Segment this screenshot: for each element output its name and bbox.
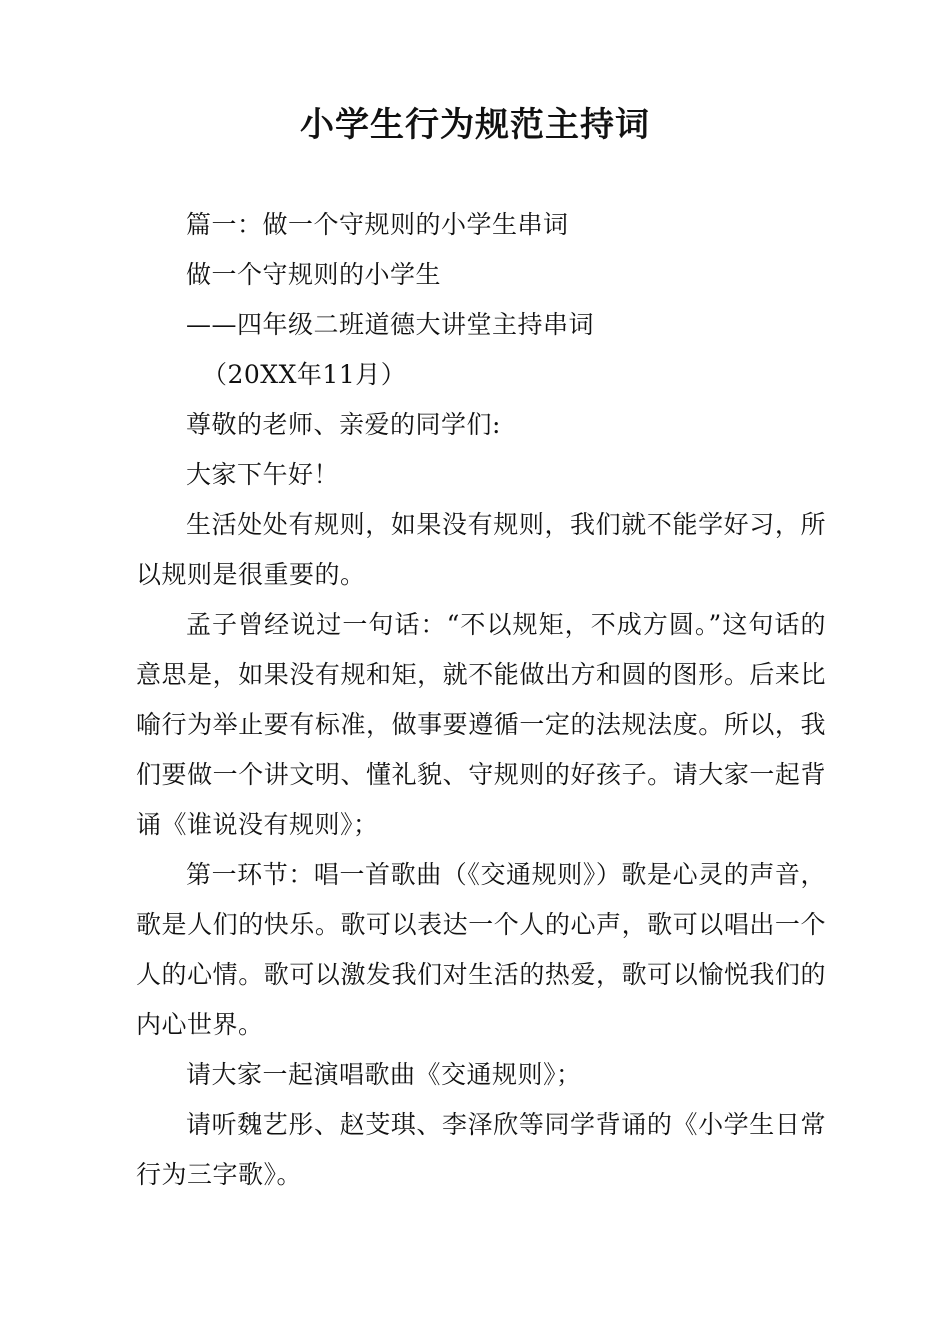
paragraph-recitation: 请听魏艺彤、赵芠琪、李泽欣等同学背诵的《小学生日常行为三字歌》。: [136, 1110, 826, 1189]
paragraph-mencius: 孟子曾经说过一句话：“不以规矩，不成方圆。”这句话的意思是，如果没有规和矩，就不能做出方和圆的图形。后来比喻行为举止要有标准，做事要遵循一定的法规法度。所以，我们要做一个讲文明、懂礼貌、守规则的好孩子。请大家一起背诵《谁说没有规则》；: [136, 610, 826, 839]
section-heading: 篇一：做一个守规则的小学生串词: [186, 210, 569, 239]
paragraph-song: 第一环节：唱一首歌曲（《交通规则》）歌是心灵的声音，歌是人们的快乐。歌可以表达一个人的心声，歌可以唱出一个人的心情。歌可以激发我们对生活的热爱，歌可以愉悦我们的内心世界。: [136, 860, 826, 1039]
salutation: 尊敬的老师、亲爱的同学们:: [186, 410, 501, 439]
sub-subtitle: ——四年级二班道德大讲堂主持串词: [186, 310, 595, 339]
greeting: 大家下午好！: [186, 460, 340, 489]
paragraph-rules: 生活处处有规则，如果没有规则，我们就不能学好习，所以规则是很重要的。: [136, 510, 826, 589]
document-body: [136, 200, 826, 1200]
subtitle: 做一个守规则的小学生: [186, 260, 442, 289]
document-title: 小学生行为规范主持词: [300, 105, 650, 145]
date-line: （20XX年11月）: [202, 360, 407, 389]
paragraph-sing-together: 请大家一起演唱歌曲《交通规则》；: [186, 1060, 582, 1089]
